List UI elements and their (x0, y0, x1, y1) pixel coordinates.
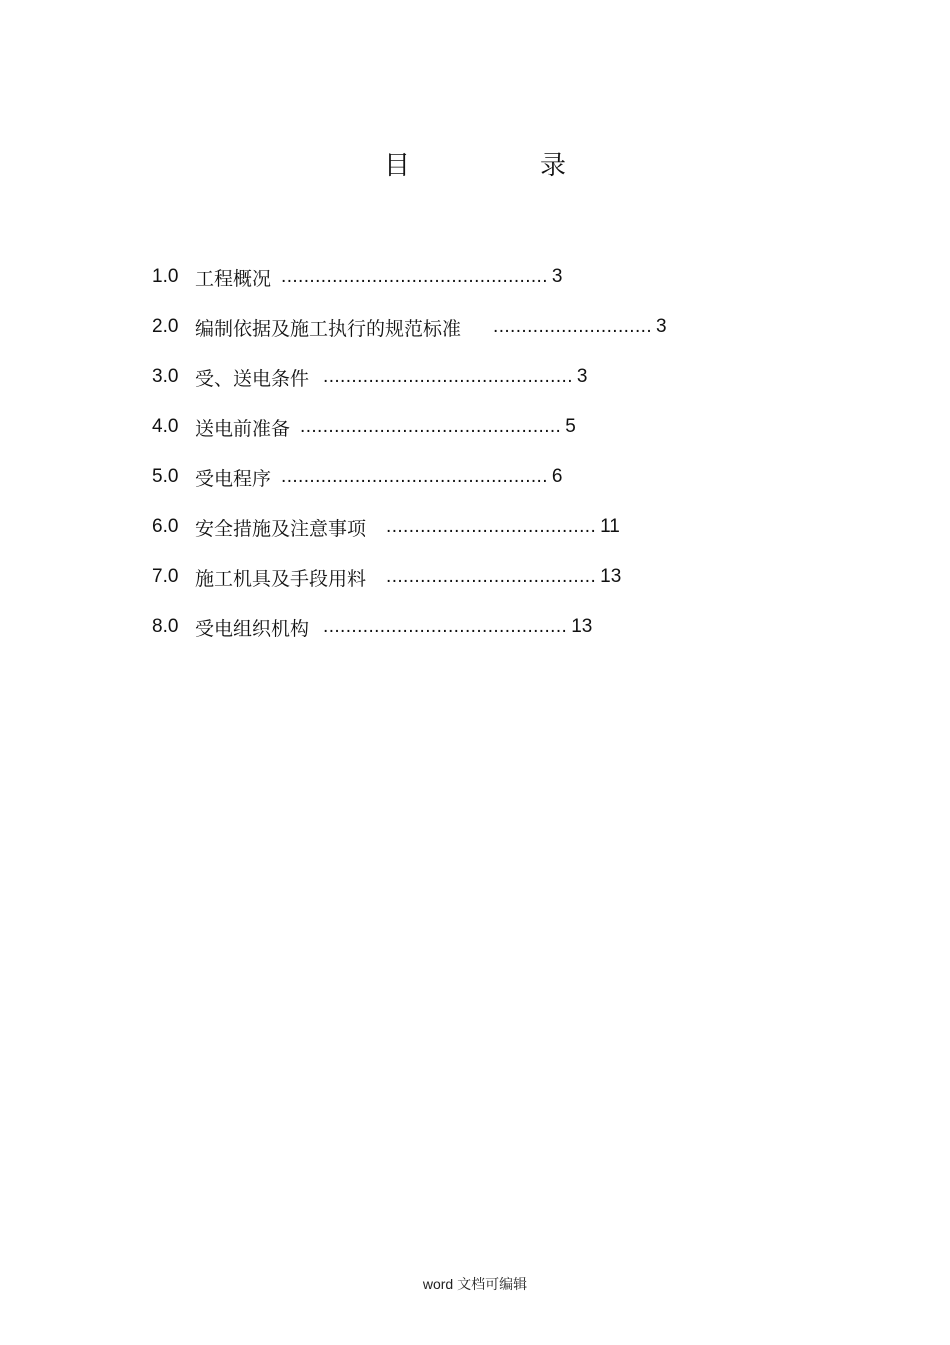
toc-entry-label: 送电前准备 (195, 417, 291, 440)
toc-entry-number: 3.0 (152, 366, 179, 387)
toc-entry-8[interactable] (152, 602, 792, 652)
toc-leader-dots: ........................................... (323, 616, 568, 637)
toc-entry-number: 7.0 (152, 566, 179, 587)
toc-entry-number: 1.0 (152, 266, 179, 287)
toc-entry-page: 11 (600, 516, 620, 537)
toc-entry-page: 5 (565, 416, 576, 437)
toc-entry-page: 13 (600, 566, 622, 587)
toc-entry-number: 4.0 (152, 416, 179, 437)
toc-entry-label: 受、送电条件 (195, 367, 310, 390)
toc-entry-page: 3 (656, 316, 667, 337)
toc-leader-dots: ............................ (493, 316, 653, 337)
toc-entry-page: 3 (576, 366, 588, 387)
toc-leader-dots: ............................................ (323, 366, 573, 387)
toc-entry-label: 工程概况 (195, 267, 272, 290)
toc-entry-label: 安全措施及注意事项 (195, 517, 367, 540)
toc-entry-6[interactable] (152, 502, 792, 552)
toc-entry-1[interactable] (152, 252, 792, 302)
toc-entry-label: 受电程序 (195, 467, 272, 490)
toc-leader-dots: .............................................. (300, 416, 562, 437)
page-footer: word 文档可编辑 (422, 1276, 528, 1292)
toc-entry-number: 6.0 (152, 516, 179, 537)
toc-entry-3[interactable] (152, 352, 792, 402)
toc-entry-7[interactable] (152, 552, 792, 602)
toc-leader-dots: ..................................... (386, 566, 597, 587)
toc-entry-number: 5.0 (152, 466, 179, 487)
toc-entry-2[interactable] (152, 302, 792, 352)
toc-leader-dots: ............................................... (281, 466, 548, 487)
toc-entry-number: 2.0 (152, 316, 179, 337)
toc-entry-4[interactable] (152, 402, 792, 452)
toc-leader-dots: ............................................... (281, 266, 548, 287)
toc-entry-label: 编制依据及施工执行的规范标准 (195, 317, 462, 340)
toc-entry-5[interactable] (152, 452, 792, 502)
page-title: 目 录 (383, 151, 618, 181)
table-of-contents (152, 252, 792, 652)
toc-entry-label: 受电组织机构 (195, 617, 310, 640)
toc-entry-page: 6 (551, 466, 563, 487)
toc-entry-number: 8.0 (152, 616, 179, 637)
toc-entry-page: 3 (551, 266, 563, 287)
toc-entry-label: 施工机具及手段用料 (195, 567, 367, 590)
toc-leader-dots: ..................................... (386, 516, 597, 537)
toc-entry-page: 13 (571, 616, 593, 637)
